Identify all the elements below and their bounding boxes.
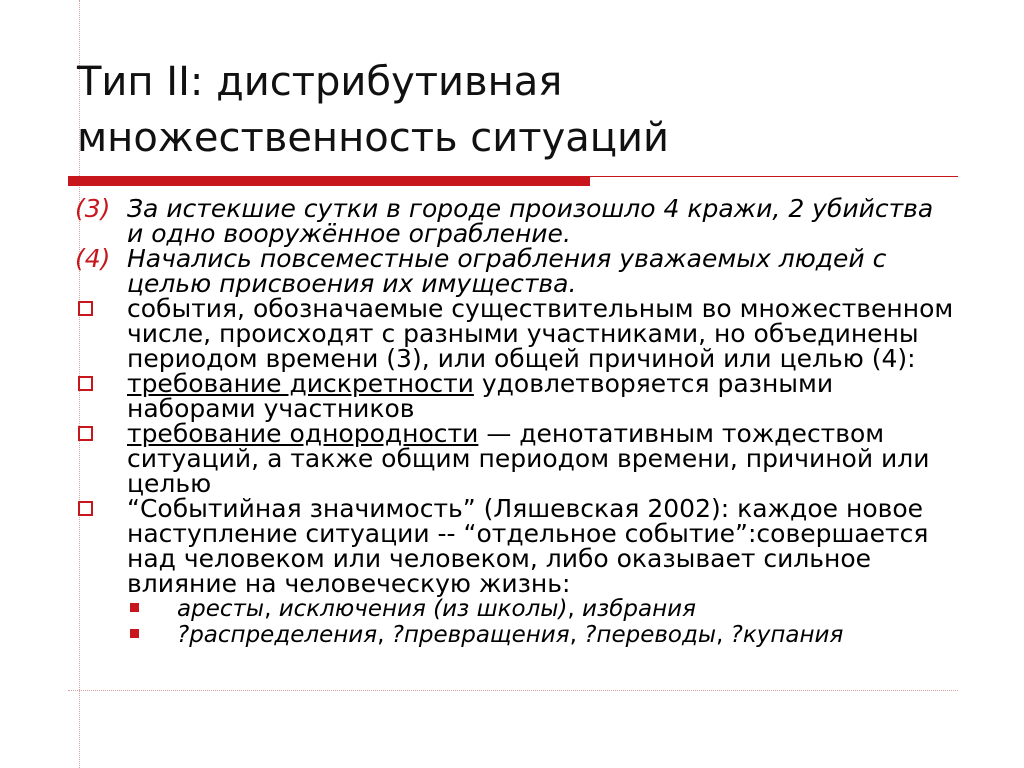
slide-body bbox=[75, 196, 955, 648]
example-3 bbox=[75, 196, 955, 246]
sub-item-a: аресты bbox=[177, 596, 265, 622]
sub-bullet-item bbox=[75, 622, 955, 648]
sub-bullet-item bbox=[75, 596, 955, 622]
example-number: (4) bbox=[75, 244, 111, 273]
example-4 bbox=[75, 246, 955, 296]
example-text: За истекшие сутки в городе произошло 4 кражи, 2 убийства и одно вооружённое ограбление. bbox=[127, 194, 934, 248]
hollow-square-bullet-icon bbox=[78, 301, 93, 316]
separator: , bbox=[264, 596, 279, 622]
sub-item-c: ?переводы bbox=[584, 622, 717, 648]
title-underline-bar bbox=[68, 176, 590, 186]
bullet-text: удовлетворяется разными наборами участников bbox=[127, 369, 834, 423]
separator: , bbox=[567, 596, 583, 622]
bullet-item bbox=[75, 496, 955, 596]
example-number: (3) bbox=[75, 194, 111, 223]
bullet-text: — денотативным тождеством ситуаций, а также общим периодом времени, причиной или целью bbox=[127, 419, 930, 498]
bullet-text: события, обозначаемые существительным во множественном числе, происходят с разными участниками, но объединены периодом времени (3), или общей причиной или целью (4): bbox=[127, 294, 954, 373]
title-line-1: Тип II: дистрибутивная bbox=[77, 59, 563, 105]
bullet-item bbox=[75, 296, 955, 371]
sub-item-b: ?превращения bbox=[391, 622, 570, 648]
hollow-square-bullet-icon bbox=[78, 501, 93, 516]
sub-item-a: ?распределения bbox=[177, 622, 378, 648]
filled-square-bullet-icon bbox=[130, 603, 139, 612]
sub-item-b: исключения (из школы) bbox=[278, 596, 568, 622]
bullet-item bbox=[75, 371, 955, 421]
separator: , bbox=[377, 622, 392, 648]
example-text: Начались повсеместные ограбления уважаемых людей с целью присвоения их имущества. bbox=[127, 244, 887, 298]
hollow-square-bullet-icon bbox=[78, 376, 93, 391]
separator: , bbox=[569, 622, 585, 648]
bullet-item bbox=[75, 421, 955, 496]
filled-square-bullet-icon bbox=[130, 629, 139, 638]
term-homogeneity: требование однородности bbox=[127, 419, 479, 448]
title-line-2: множественность ситуаций bbox=[77, 115, 669, 161]
bottom-rule bbox=[68, 690, 958, 691]
sub-item-d: ?купания bbox=[730, 622, 844, 648]
slide-title bbox=[77, 54, 977, 166]
hollow-square-bullet-icon bbox=[78, 426, 93, 441]
term-discreteness: требование дискретности bbox=[127, 369, 474, 398]
sub-item-c: избрания bbox=[582, 596, 696, 622]
title-underline-rule bbox=[590, 176, 958, 177]
bullet-text: “Событийная значимость” (Ляшевская 2002): каждое новое наступление ситуации -- “отдельное событие”:совершается над человеком или человеком, либо оказывает сильное влияние на человеческую жизнь: bbox=[127, 494, 929, 598]
separator: , bbox=[716, 622, 731, 648]
